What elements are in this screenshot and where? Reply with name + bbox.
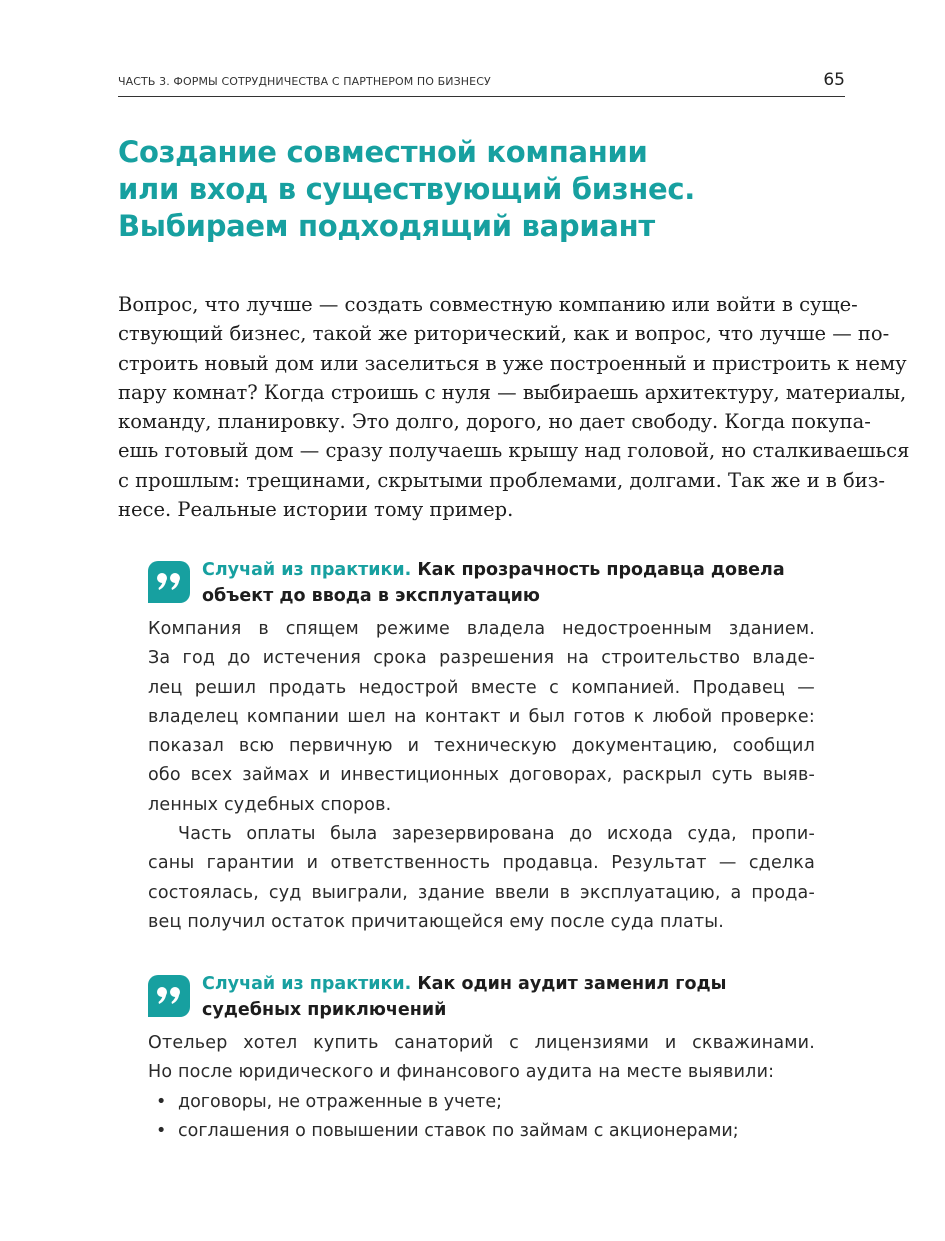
section-title: [118, 134, 695, 245]
title-line: Создание совместной компании: [118, 135, 648, 169]
case-heading: [202, 971, 815, 1023]
page-number: 65: [823, 70, 845, 90]
text-line: владелец компании шел на контакт и был готов к любой проверке:: [148, 706, 815, 727]
text-line: вец получил остаток причитающейся ему после суда платы.: [148, 911, 725, 932]
case-label: Случай из практики.: [202, 560, 412, 580]
text-line: пару комнат? Когда строишь с нуля — выбираешь архитектуру, материалы,: [118, 380, 907, 404]
text-line: Компания в спящем режиме владела недостроенным зданием.: [148, 619, 815, 639]
bullet-icon: •: [156, 1120, 167, 1141]
quote-icon: [148, 975, 190, 1017]
text-line: ствующий бизнес, такой же риторический, как и вопрос, что лучше — по-: [118, 322, 890, 346]
case-title: судебных приключений: [202, 1000, 447, 1020]
case-title: объект до ввода в эксплуатацию: [202, 586, 540, 606]
text-line: ленных судебных споров.: [148, 794, 392, 815]
running-header: ЧАСТЬ 3. ФОРМЫ СОТРУДНИЧЕСТВА С ПАРТНЕРОМ ПО БИЗНЕСУ: [118, 75, 491, 88]
text-line: Но после юридического и финансового аудита на месте выявили:: [148, 1062, 775, 1083]
case-study-2: [148, 971, 815, 1146]
bullet-item: [148, 1088, 815, 1117]
text-line: ешь готовый дом — сразу получаешь крышу над головой, но сталкиваешься: [118, 439, 910, 463]
text-line: команду, планировку. Это долго, дорого, но дает свободу. Когда покупа-: [118, 410, 871, 434]
case-heading: [202, 557, 815, 609]
case-body: [148, 615, 815, 937]
bullet-text: договоры, не отраженные в учете;: [178, 1091, 503, 1112]
text-line: саны гарантии и ответственность продавца. Результат — сделка: [148, 853, 815, 874]
intro-paragraph: [118, 290, 910, 524]
title-line: или вход в существующий бизнес.: [118, 172, 696, 206]
text-line: состоялась, суд выиграли, здание ввели в эксплуатацию, а прода-: [148, 882, 815, 903]
bullet-item: [148, 1117, 815, 1146]
text-line: За год до истечения срока разрешения на строительство владе-: [148, 648, 815, 669]
case-body: [148, 1029, 815, 1146]
text-line: Часть оплаты была зарезервирована до исхода суда, пропи-: [178, 824, 815, 845]
text-line: строить новый дом или заселиться в уже построенный и пристроить к нему: [118, 351, 907, 375]
text-line: лец решил продать недострой вместе с компанией. Продавец —: [148, 677, 815, 698]
title-line: Выбираем подходящий вариант: [118, 209, 655, 243]
case-title: Как один аудит заменил годы: [411, 974, 727, 994]
text-line: Вопрос, что лучше — создать совместную компанию или войти в суще-: [118, 293, 858, 316]
header-rule: [118, 96, 845, 97]
text-line: несе. Реальные истории тому пример.: [118, 498, 514, 522]
case-title: Как прозрачность продавца довела: [411, 560, 785, 580]
text-line: показал всю первичную и техническую документацию, сообщил: [148, 736, 815, 757]
bullet-text: соглашения о повышении ставок по займам с акционерами;: [178, 1120, 739, 1141]
text-line: Отельер хотел купить санаторий с лицензиями и скважинами.: [148, 1033, 815, 1053]
text-line: обо всех займах и инвестиционных договорах, раскрыл суть выяв-: [148, 765, 815, 786]
case-study-1: [148, 557, 815, 937]
quote-icon: [148, 561, 190, 603]
bullet-icon: •: [156, 1091, 167, 1112]
text-line: с прошлым: трещинами, скрытыми проблемами, долгами. Так же и в биз-: [118, 468, 886, 492]
case-label: Случай из практики.: [202, 974, 412, 994]
